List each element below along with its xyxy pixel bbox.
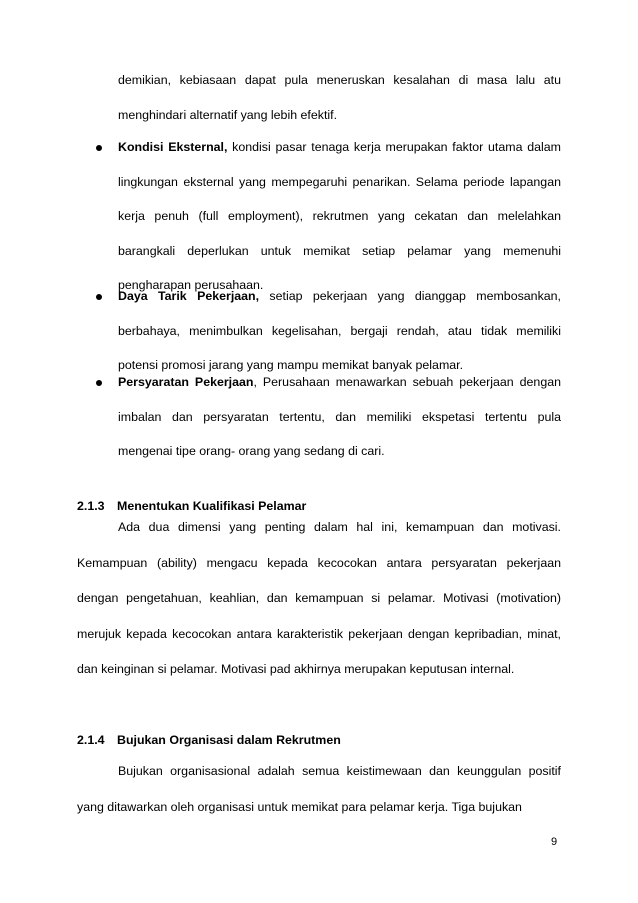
bullet-paragraph <box>118 130 561 303</box>
bullet-icon <box>96 294 102 300</box>
bullet-text: setiap pekerjaan yang dianggap membosankan, berbahaya, menimbulkan kegelisahan, bergaji rendah, atau tidak memiliki potensi promosi jarang yang mampu memikat banyak pelamar. <box>118 289 561 372</box>
section-number: 2.1.3 <box>77 499 105 513</box>
continuation-text <box>118 63 561 132</box>
bullet-paragraph <box>118 365 561 469</box>
bullet-icon <box>96 145 102 151</box>
bullet-item-persyaratan <box>118 365 561 469</box>
bullet-icon <box>96 380 102 386</box>
section-title: Bujukan Organisasi dalam Rekrutmen <box>117 733 341 747</box>
section-body: Ada dua dimensi yang penting dalam hal ini, kemampuan dan motivasi. Kemampuan (ability) mengacu kepada kecocokan antara persyaratan pekerjaan dengan pengetahuan, keahlian, dan kemampuan si pelamar. Motivasi (motivation) merujuk kepada kecocokan antara karakteristik pekerjaan dengan kepribadian, minat, dan keinginan si pelamar. Motivasi pad akhirnya merupakan keputusan internal. <box>77 520 561 676</box>
bullet-text: kondisi pasar tenaga kerja merupakan faktor utama dalam lingkungan eksternal yang mempegaruhi penarikan. Selama periode lapangan kerja penuh (full employment), rekrutmen yang cekatan dan melelahkan barangkali deperlukan untuk memikat setiap pelamar yang memenuhi pengharapan perusahaan. <box>118 140 561 292</box>
continuation-paragraph: demikian, kebiasaan dapat pula meneruskan kesalahan di masa lalu atu menghindari alternatif yang lebih efektif. <box>118 73 561 122</box>
page-number: 9 <box>551 836 558 848</box>
section-paragraph-2-1-4 <box>77 754 561 825</box>
bullet-text: , Perusahaan menawarkan sebuah pekerjaan dengan imbalan dan persyaratan tertentu, dan memiliki ekspetasi tertentu pula mengenai tipe orang- orang yang sedang di cari. <box>118 375 561 458</box>
bullet-title: Daya Tarik Pekerjaan, <box>118 289 260 303</box>
section-heading-2-1-4 <box>77 730 561 750</box>
bullet-title: Kondisi Eksternal, <box>118 140 228 154</box>
section-body: Bujukan organisasional adalah semua keistimewaan dan keunggulan positif yang ditawarkan oleh organisasi untuk memikat para pelamar kerja. Tiga bujukan <box>77 764 561 814</box>
section-paragraph-2-1-3 <box>77 510 561 688</box>
section-title: Menentukan Kualifikasi Pelamar <box>117 499 307 513</box>
bullet-item-kondisi-eksternal <box>118 130 561 303</box>
section-number: 2.1.4 <box>77 733 105 747</box>
bullet-title: Persyaratan Pekerjaan <box>118 375 254 389</box>
